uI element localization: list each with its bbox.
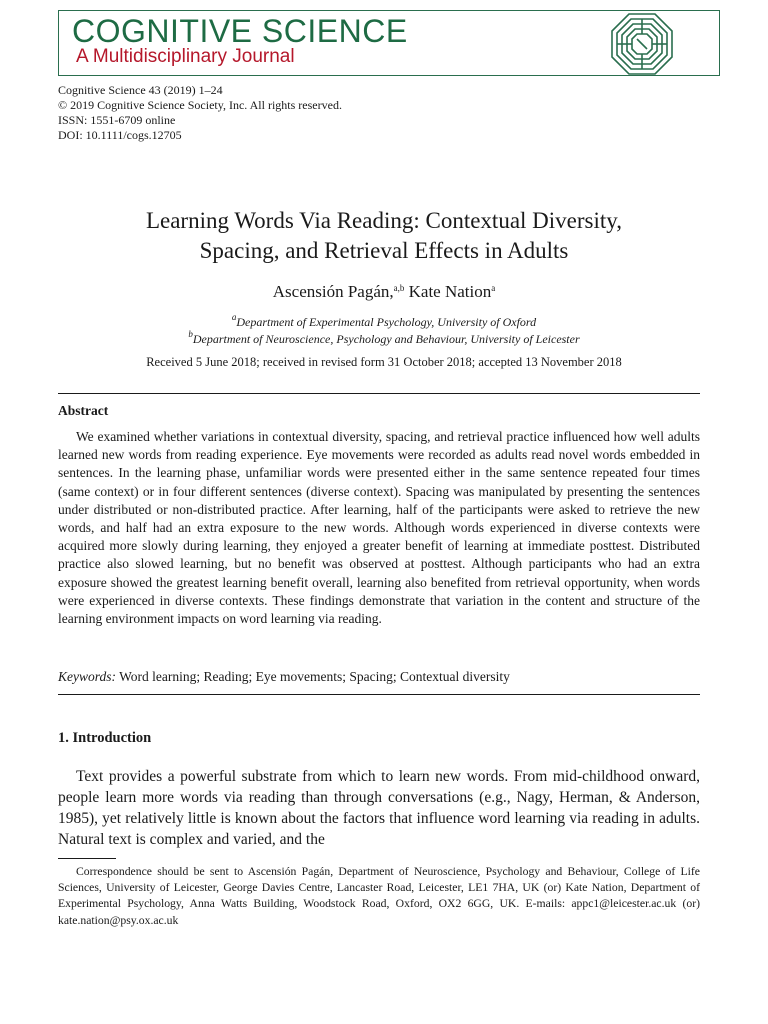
citation-issn: ISSN: 1551-6709 online — [58, 113, 176, 127]
author-2: Kate Nation — [408, 282, 492, 301]
author-list — [0, 282, 768, 302]
section-heading-introduction: 1. Introduction — [58, 730, 152, 746]
keywords-label: Keywords: — [58, 669, 116, 684]
keywords — [58, 668, 700, 686]
affiliation-a-mark: a — [231, 312, 237, 322]
author-1-affiliation-mark: a,b — [393, 283, 405, 293]
article-title — [0, 206, 768, 266]
citation-copyright: © 2019 Cognitive Science Society, Inc. All rights reserved. — [58, 98, 342, 112]
author-1: Ascensión Pagán, — [272, 282, 394, 301]
article-title-line2: Spacing, and Retrieval Effects in Adults — [199, 238, 569, 263]
affiliation-a — [0, 312, 768, 330]
abstract-heading: Abstract — [58, 403, 109, 418]
article-title-line1: Learning Words Via Reading: Contextual Diversity, — [145, 208, 623, 233]
abstract-text: We examined whether variations in contextual diversity, spacing, and retrieval practice influenced how well adults learned new words from reading experience. Eye movements were recorded as adults read novel words embedded in sentences. In the learning phase, unfamiliar words were presented either in the same sentence repeated four times (same context) or in four different sentences (diverse context). Spacing was manipulated by presenting the sentences under distributed or non-distributed practice. After learning, half of the participants were asked to retrieve the new words, and half had an extra exposure to the new words. Although words experienced in diverse contexts were acquired more slowly during learning, they enjoyed a greater benefit of learning at immediate posttest. Distributed practice also slowed learning, but no benefit was observed at posttest. Although participants who had an extra exposure showed the greatest learning benefit overall, learning also benefited from retrieval opportunity, when words were experienced in diverse contexts. These findings demonstrate that variation in the content and structure of the learning environment impacts on word learning via reading. — [58, 429, 700, 627]
correspondence-footnote: Correspondence should be sent to Ascensión Pagán, Department of Neuroscience, Psychology and Behaviour, College of Life Sciences, University of Leicester, George Davies Centre, Lancaster Road, Leicester, LE1 7HA, UK (or) Kate Nation, Department of Experimental Psychology, Anna Watts Building, Woodstock Road, Oxford, OX2 6GG, UK. E-mails: appc1@leicester.ac.uk (or) kate.nation@psy.ox.ac.uk — [58, 865, 700, 927]
received-dates: Received 5 June 2018; received in revised form 31 October 2018; accepted 13 November 2018 — [146, 355, 622, 369]
affiliation-b — [0, 329, 768, 347]
affiliation-a-text: Department of Experimental Psychology, University of Oxford — [236, 315, 537, 329]
citation-doi: DOI: 10.1111/cogs.12705 — [58, 128, 182, 142]
affiliation-b-mark: b — [188, 329, 193, 339]
journal-subtitle: A Multidisciplinary Journal — [76, 46, 295, 67]
abstract-top-rule — [58, 393, 700, 394]
footnote-rule — [58, 858, 116, 859]
affiliation-b-text: Department of Neuroscience, Psychology and Behaviour, University of Leicester — [192, 332, 580, 346]
citation-volume: Cognitive Science 43 (2019) 1–24 — [58, 83, 223, 97]
introduction-paragraph: Text provides a powerful substrate from which to learn new words. From mid-childhood onward, people learn more words via reading than through conversations (e.g., Nagy, Herman, & Anderson, 1985), yet relatively little is known about the factors that influence word learning via reading in adults. Natural text is complex and varied, and the — [58, 768, 700, 848]
journal-name: COGNITIVE SCIENCE — [72, 13, 408, 49]
author-2-affiliation-mark: a — [491, 283, 496, 293]
labyrinth-logo-icon — [610, 12, 674, 76]
abstract-bottom-rule — [58, 694, 700, 695]
keywords-text: Word learning; Reading; Eye movements; Spacing; Contextual diversity — [119, 669, 510, 684]
